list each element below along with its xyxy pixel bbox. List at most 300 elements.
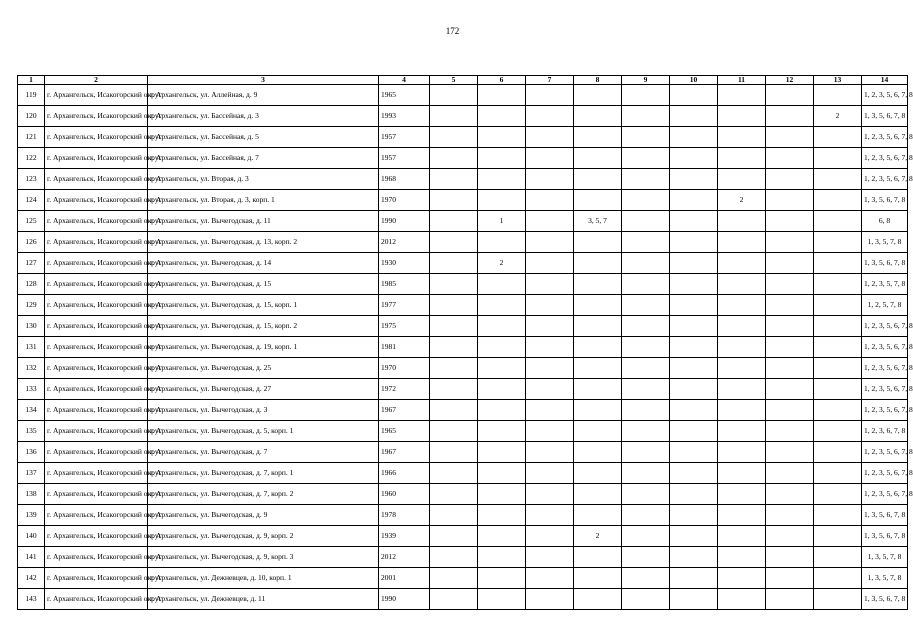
year-cell: 1975 — [379, 316, 430, 337]
empty-cell — [670, 421, 718, 442]
empty-cell — [430, 526, 478, 547]
empty-cell — [430, 379, 478, 400]
column-header: 9 — [622, 76, 670, 85]
table-row — [18, 547, 908, 568]
empty-cell — [766, 337, 814, 358]
empty-cell — [766, 379, 814, 400]
district-cell: г. Архангельск, Исакогорский округ — [45, 169, 148, 190]
col14-cell: 1, 3, 5, 6, 7, 8 — [862, 253, 908, 274]
table-row — [18, 442, 908, 463]
year-cell: 1970 — [379, 190, 430, 211]
district-cell: г. Архангельск, Исакогорский округ — [45, 232, 148, 253]
col11-cell — [718, 505, 766, 526]
table-row — [18, 232, 908, 253]
empty-cell — [670, 568, 718, 589]
col14-cell: 1, 2, 3, 5, 6, 7, 8 — [862, 148, 908, 169]
empty-cell — [430, 232, 478, 253]
empty-cell — [622, 127, 670, 148]
district-cell: г. Архангельск, Исакогорский округ — [45, 421, 148, 442]
col8-cell — [574, 295, 622, 316]
empty-cell — [766, 568, 814, 589]
col14-cell: 1, 2, 3, 6, 7, 8 — [862, 421, 908, 442]
empty-cell — [430, 106, 478, 127]
district-cell: г. Архангельск, Исакогорский округ — [45, 295, 148, 316]
col13-cell — [814, 295, 862, 316]
empty-cell — [622, 253, 670, 274]
empty-cell — [526, 295, 574, 316]
address-cell: г. Архангельск, ул. Вычегодская, д. 3 — [148, 400, 379, 421]
empty-cell — [670, 526, 718, 547]
col13-cell — [814, 379, 862, 400]
col13-cell — [814, 337, 862, 358]
col11-cell — [718, 400, 766, 421]
table-row — [18, 379, 908, 400]
empty-cell — [670, 442, 718, 463]
year-cell: 1972 — [379, 379, 430, 400]
empty-cell — [622, 400, 670, 421]
table-row — [18, 568, 908, 589]
col14-cell: 1, 2, 3, 5, 7, 8 — [862, 274, 908, 295]
col11-cell — [718, 568, 766, 589]
empty-cell — [622, 190, 670, 211]
empty-cell — [622, 358, 670, 379]
col8-cell — [574, 253, 622, 274]
empty-cell — [766, 106, 814, 127]
empty-cell — [430, 463, 478, 484]
empty-cell — [766, 274, 814, 295]
row-number: 129 — [18, 295, 45, 316]
empty-cell — [430, 337, 478, 358]
address-cell: г. Архангельск, ул. Вычегодская, д. 13, корп. 2 — [148, 232, 379, 253]
column-header: 8 — [574, 76, 622, 85]
address-cell: г. Архангельск, ул. Бассейная, д. 5 — [148, 127, 379, 148]
col11-cell — [718, 379, 766, 400]
empty-cell — [670, 337, 718, 358]
col11-cell — [718, 316, 766, 337]
empty-cell — [526, 442, 574, 463]
empty-cell — [622, 295, 670, 316]
col14-cell: 1, 3, 5, 6, 7, 8 — [862, 505, 908, 526]
row-number: 124 — [18, 190, 45, 211]
col13-cell — [814, 421, 862, 442]
table-row — [18, 316, 908, 337]
col6-cell — [478, 400, 526, 421]
empty-cell — [622, 337, 670, 358]
district-cell: г. Архангельск, Исакогорский округ — [45, 442, 148, 463]
district-cell: г. Архангельск, Исакогорский округ — [45, 526, 148, 547]
col6-cell: 2 — [478, 253, 526, 274]
empty-cell — [526, 253, 574, 274]
district-cell: г. Архангельск, Исакогорский округ — [45, 484, 148, 505]
district-cell: г. Архангельск, Исакогорский округ — [45, 190, 148, 211]
empty-cell — [766, 295, 814, 316]
empty-cell — [622, 463, 670, 484]
address-cell: г. Архангельск, ул. Вычегодская, д. 7, корп. 1 — [148, 463, 379, 484]
empty-cell — [766, 589, 814, 610]
empty-cell — [622, 421, 670, 442]
row-number: 127 — [18, 253, 45, 274]
col11-cell — [718, 358, 766, 379]
col6-cell — [478, 379, 526, 400]
year-cell: 1977 — [379, 295, 430, 316]
district-cell: г. Архангельск, Исакогорский округ — [45, 148, 148, 169]
empty-cell — [766, 484, 814, 505]
empty-cell — [670, 232, 718, 253]
col13-cell — [814, 169, 862, 190]
column-header: 3 — [148, 76, 379, 85]
empty-cell — [766, 358, 814, 379]
table-row — [18, 505, 908, 526]
empty-cell — [430, 211, 478, 232]
table-row — [18, 106, 908, 127]
col8-cell: 3, 5, 7 — [574, 211, 622, 232]
col14-cell: 1, 2, 3, 5, 6, 7, 8 — [862, 127, 908, 148]
empty-cell — [670, 169, 718, 190]
col8-cell — [574, 379, 622, 400]
col13-cell — [814, 505, 862, 526]
col13-cell — [814, 148, 862, 169]
empty-cell — [670, 379, 718, 400]
empty-cell — [430, 442, 478, 463]
table-row — [18, 400, 908, 421]
year-cell: 1939 — [379, 526, 430, 547]
address-cell: г. Архангельск, ул. Дежневцев, д. 10, корп. 1 — [148, 568, 379, 589]
col8-cell — [574, 589, 622, 610]
row-number: 130 — [18, 316, 45, 337]
col8-cell — [574, 148, 622, 169]
table-row — [18, 211, 908, 232]
col8-cell — [574, 169, 622, 190]
year-cell: 1981 — [379, 337, 430, 358]
empty-cell — [430, 127, 478, 148]
empty-cell — [622, 106, 670, 127]
address-cell: г. Архангельск, ул. Вычегодская, д. 14 — [148, 253, 379, 274]
col6-cell — [478, 127, 526, 148]
empty-cell — [430, 547, 478, 568]
empty-cell — [670, 127, 718, 148]
empty-cell — [766, 421, 814, 442]
row-number: 141 — [18, 547, 45, 568]
col6-cell — [478, 232, 526, 253]
column-header: 6 — [478, 76, 526, 85]
district-cell: г. Архангельск, Исакогорский округ — [45, 274, 148, 295]
year-cell: 1978 — [379, 505, 430, 526]
col14-cell: 1, 3, 5, 7, 8 — [862, 232, 908, 253]
district-cell: г. Архангельск, Исакогорский округ — [45, 337, 148, 358]
col11-cell — [718, 421, 766, 442]
year-cell: 1957 — [379, 127, 430, 148]
address-cell: г. Архангельск, ул. Вычегодская, д. 9, корп. 2 — [148, 526, 379, 547]
year-cell: 1967 — [379, 400, 430, 421]
empty-cell — [622, 442, 670, 463]
empty-cell — [430, 169, 478, 190]
address-cell: г. Архангельск, ул. Вычегодская, д. 7 — [148, 442, 379, 463]
empty-cell — [526, 400, 574, 421]
empty-cell — [526, 358, 574, 379]
year-cell: 2001 — [379, 568, 430, 589]
col6-cell — [478, 169, 526, 190]
col14-cell: 1, 2, 5, 7, 8 — [862, 295, 908, 316]
empty-cell — [766, 169, 814, 190]
empty-cell — [766, 85, 814, 106]
address-cell: г. Архангельск, ул. Бассейная, д. 3 — [148, 106, 379, 127]
col13-cell — [814, 568, 862, 589]
col14-cell: 1, 3, 5, 6, 7, 8 — [862, 526, 908, 547]
address-cell: г. Архангельск, ул. Вычегодская, д. 15, корп. 2 — [148, 316, 379, 337]
empty-cell — [526, 127, 574, 148]
empty-cell — [526, 316, 574, 337]
empty-cell — [430, 85, 478, 106]
table-row — [18, 337, 908, 358]
address-cell: г. Архангельск, ул. Вычегодская, д. 9 — [148, 505, 379, 526]
col11-cell — [718, 232, 766, 253]
col13-cell — [814, 211, 862, 232]
district-cell: г. Архангельск, Исакогорский округ — [45, 358, 148, 379]
row-number: 135 — [18, 421, 45, 442]
district-cell: г. Архангельск, Исакогорский округ — [45, 85, 148, 106]
empty-cell — [622, 568, 670, 589]
row-number: 128 — [18, 274, 45, 295]
empty-cell — [622, 316, 670, 337]
col13-cell — [814, 316, 862, 337]
row-number: 134 — [18, 400, 45, 421]
col11-cell — [718, 484, 766, 505]
col13-cell — [814, 589, 862, 610]
address-cell: г. Архангельск, ул. Вычегодская, д. 11 — [148, 211, 379, 232]
year-cell: 1993 — [379, 106, 430, 127]
district-cell: г. Архангельск, Исакогорский округ — [45, 547, 148, 568]
district-cell: г. Архангельск, Исакогорский округ — [45, 127, 148, 148]
col8-cell — [574, 106, 622, 127]
address-cell: г. Архангельск, ул. Вычегодская, д. 19, корп. 1 — [148, 337, 379, 358]
district-cell: г. Архангельск, Исакогорский округ — [45, 379, 148, 400]
col14-cell: 1, 2, 3, 5, 6, 7, 8 — [862, 442, 908, 463]
empty-cell — [526, 421, 574, 442]
year-cell: 1967 — [379, 442, 430, 463]
table-row — [18, 148, 908, 169]
column-header: 2 — [45, 76, 148, 85]
column-header: 13 — [814, 76, 862, 85]
address-cell: г. Архангельск, ул. Вычегодская, д. 7, корп. 2 — [148, 484, 379, 505]
year-cell: 1966 — [379, 463, 430, 484]
col11-cell — [718, 589, 766, 610]
district-cell: г. Архангельск, Исакогорский округ — [45, 505, 148, 526]
table-row — [18, 484, 908, 505]
empty-cell — [526, 169, 574, 190]
row-number: 142 — [18, 568, 45, 589]
table-row — [18, 463, 908, 484]
empty-cell — [430, 274, 478, 295]
col11-cell — [718, 463, 766, 484]
district-cell: г. Архангельск, Исакогорский округ — [45, 400, 148, 421]
col6-cell — [478, 589, 526, 610]
empty-cell — [670, 547, 718, 568]
empty-cell — [526, 274, 574, 295]
empty-cell — [670, 211, 718, 232]
table-row — [18, 127, 908, 148]
table-row — [18, 190, 908, 211]
empty-cell — [622, 589, 670, 610]
col11-cell — [718, 169, 766, 190]
col6-cell — [478, 484, 526, 505]
address-cell: г. Архангельск, ул. Вычегодская, д. 9, корп. 3 — [148, 547, 379, 568]
empty-cell — [670, 484, 718, 505]
empty-cell — [766, 211, 814, 232]
col11-cell — [718, 85, 766, 106]
table-row — [18, 169, 908, 190]
col14-cell: 1, 2, 3, 5, 6, 7, 8 — [862, 358, 908, 379]
table-row — [18, 295, 908, 316]
address-cell: г. Архангельск, ул. Дежневцев, д. 11 — [148, 589, 379, 610]
col13-cell — [814, 85, 862, 106]
col11-cell — [718, 127, 766, 148]
district-cell: г. Архангельск, Исакогорский округ — [45, 253, 148, 274]
col6-cell — [478, 337, 526, 358]
year-cell: 1930 — [379, 253, 430, 274]
col14-cell: 1, 3, 5, 6, 7, 8 — [862, 190, 908, 211]
empty-cell — [526, 568, 574, 589]
empty-cell — [670, 295, 718, 316]
year-cell: 2012 — [379, 232, 430, 253]
empty-cell — [430, 316, 478, 337]
row-number: 137 — [18, 463, 45, 484]
col13-cell — [814, 190, 862, 211]
empty-cell — [430, 358, 478, 379]
empty-cell — [430, 190, 478, 211]
col6-cell — [478, 85, 526, 106]
col8-cell — [574, 421, 622, 442]
year-cell: 1970 — [379, 358, 430, 379]
empty-cell — [622, 85, 670, 106]
page-number: 172 — [445, 26, 460, 36]
table-row — [18, 421, 908, 442]
district-cell: г. Архангельск, Исакогорский округ — [45, 589, 148, 610]
col6-cell — [478, 421, 526, 442]
empty-cell — [766, 526, 814, 547]
table-body — [18, 85, 913, 610]
year-cell: 1957 — [379, 148, 430, 169]
row-number: 119 — [18, 85, 45, 106]
empty-cell — [526, 232, 574, 253]
col8-cell — [574, 463, 622, 484]
col14-cell: 1, 3, 5, 6, 7, 8 — [862, 106, 908, 127]
row-number: 133 — [18, 379, 45, 400]
table-row — [18, 526, 908, 547]
col13-cell: 2 — [814, 106, 862, 127]
col11-cell — [718, 442, 766, 463]
col14-cell: 1, 3, 5, 7, 8 — [862, 547, 908, 568]
column-header: 14 — [862, 76, 908, 85]
row-number: 123 — [18, 169, 45, 190]
empty-cell — [526, 190, 574, 211]
col14-cell: 1, 2, 3, 5, 6, 7, 8 — [862, 463, 908, 484]
address-cell: г. Архангельск, ул. Вычегодская, д. 5, корп. 1 — [148, 421, 379, 442]
empty-cell — [622, 547, 670, 568]
col8-cell — [574, 232, 622, 253]
col11-cell — [718, 295, 766, 316]
empty-cell — [766, 253, 814, 274]
district-cell: г. Архангельск, Исакогорский округ — [45, 568, 148, 589]
row-number: 125 — [18, 211, 45, 232]
empty-cell — [526, 211, 574, 232]
row-number: 143 — [18, 589, 45, 610]
empty-cell — [766, 442, 814, 463]
empty-cell — [430, 253, 478, 274]
col6-cell — [478, 526, 526, 547]
column-header: 12 — [766, 76, 814, 85]
col6-cell — [478, 568, 526, 589]
address-cell: г. Архангельск, ул. Вторая, д. 3, корп. 1 — [148, 190, 379, 211]
col11-cell: 2 — [718, 190, 766, 211]
row-number: 122 — [18, 148, 45, 169]
year-cell: 2012 — [379, 547, 430, 568]
col13-cell — [814, 232, 862, 253]
empty-cell — [766, 127, 814, 148]
col11-cell — [718, 106, 766, 127]
row-number: 139 — [18, 505, 45, 526]
empty-cell — [670, 400, 718, 421]
empty-cell — [670, 316, 718, 337]
empty-cell — [766, 316, 814, 337]
empty-cell — [526, 547, 574, 568]
district-cell: г. Архангельск, Исакогорский округ — [45, 211, 148, 232]
col8-cell — [574, 85, 622, 106]
col13-cell — [814, 442, 862, 463]
year-cell: 1990 — [379, 589, 430, 610]
empty-cell — [622, 526, 670, 547]
col11-cell — [718, 337, 766, 358]
empty-cell — [766, 547, 814, 568]
col14-cell: 1, 2, 3, 5, 6, 7, 8 — [862, 337, 908, 358]
table-row — [18, 358, 908, 379]
empty-cell — [622, 148, 670, 169]
col13-cell — [814, 358, 862, 379]
empty-cell — [430, 295, 478, 316]
col8-cell — [574, 190, 622, 211]
empty-cell — [430, 589, 478, 610]
col11-cell — [718, 526, 766, 547]
col14-cell: 1, 2, 3, 5, 6, 7, 8 — [862, 400, 908, 421]
col8-cell: 2 — [574, 526, 622, 547]
empty-cell — [430, 400, 478, 421]
row-number: 120 — [18, 106, 45, 127]
col8-cell — [574, 274, 622, 295]
register-table — [17, 75, 913, 610]
address-cell: г. Архангельск, ул. Вторая, д. 3 — [148, 169, 379, 190]
empty-cell — [526, 463, 574, 484]
empty-cell — [526, 337, 574, 358]
year-cell: 1985 — [379, 274, 430, 295]
empty-cell — [670, 190, 718, 211]
col14-cell: 1, 2, 3, 5, 6, 7, 8 — [862, 484, 908, 505]
col13-cell — [814, 484, 862, 505]
empty-cell — [430, 148, 478, 169]
col11-cell — [718, 211, 766, 232]
col6-cell — [478, 295, 526, 316]
empty-cell — [670, 253, 718, 274]
col6-cell — [478, 316, 526, 337]
column-header: 7 — [526, 76, 574, 85]
col6-cell — [478, 190, 526, 211]
empty-cell — [622, 232, 670, 253]
empty-cell — [622, 484, 670, 505]
col6-cell — [478, 274, 526, 295]
col8-cell — [574, 316, 622, 337]
empty-cell — [526, 379, 574, 400]
empty-cell — [670, 85, 718, 106]
empty-cell — [622, 379, 670, 400]
col14-cell: 1, 2, 3, 5, 6, 7, 8 — [862, 169, 908, 190]
